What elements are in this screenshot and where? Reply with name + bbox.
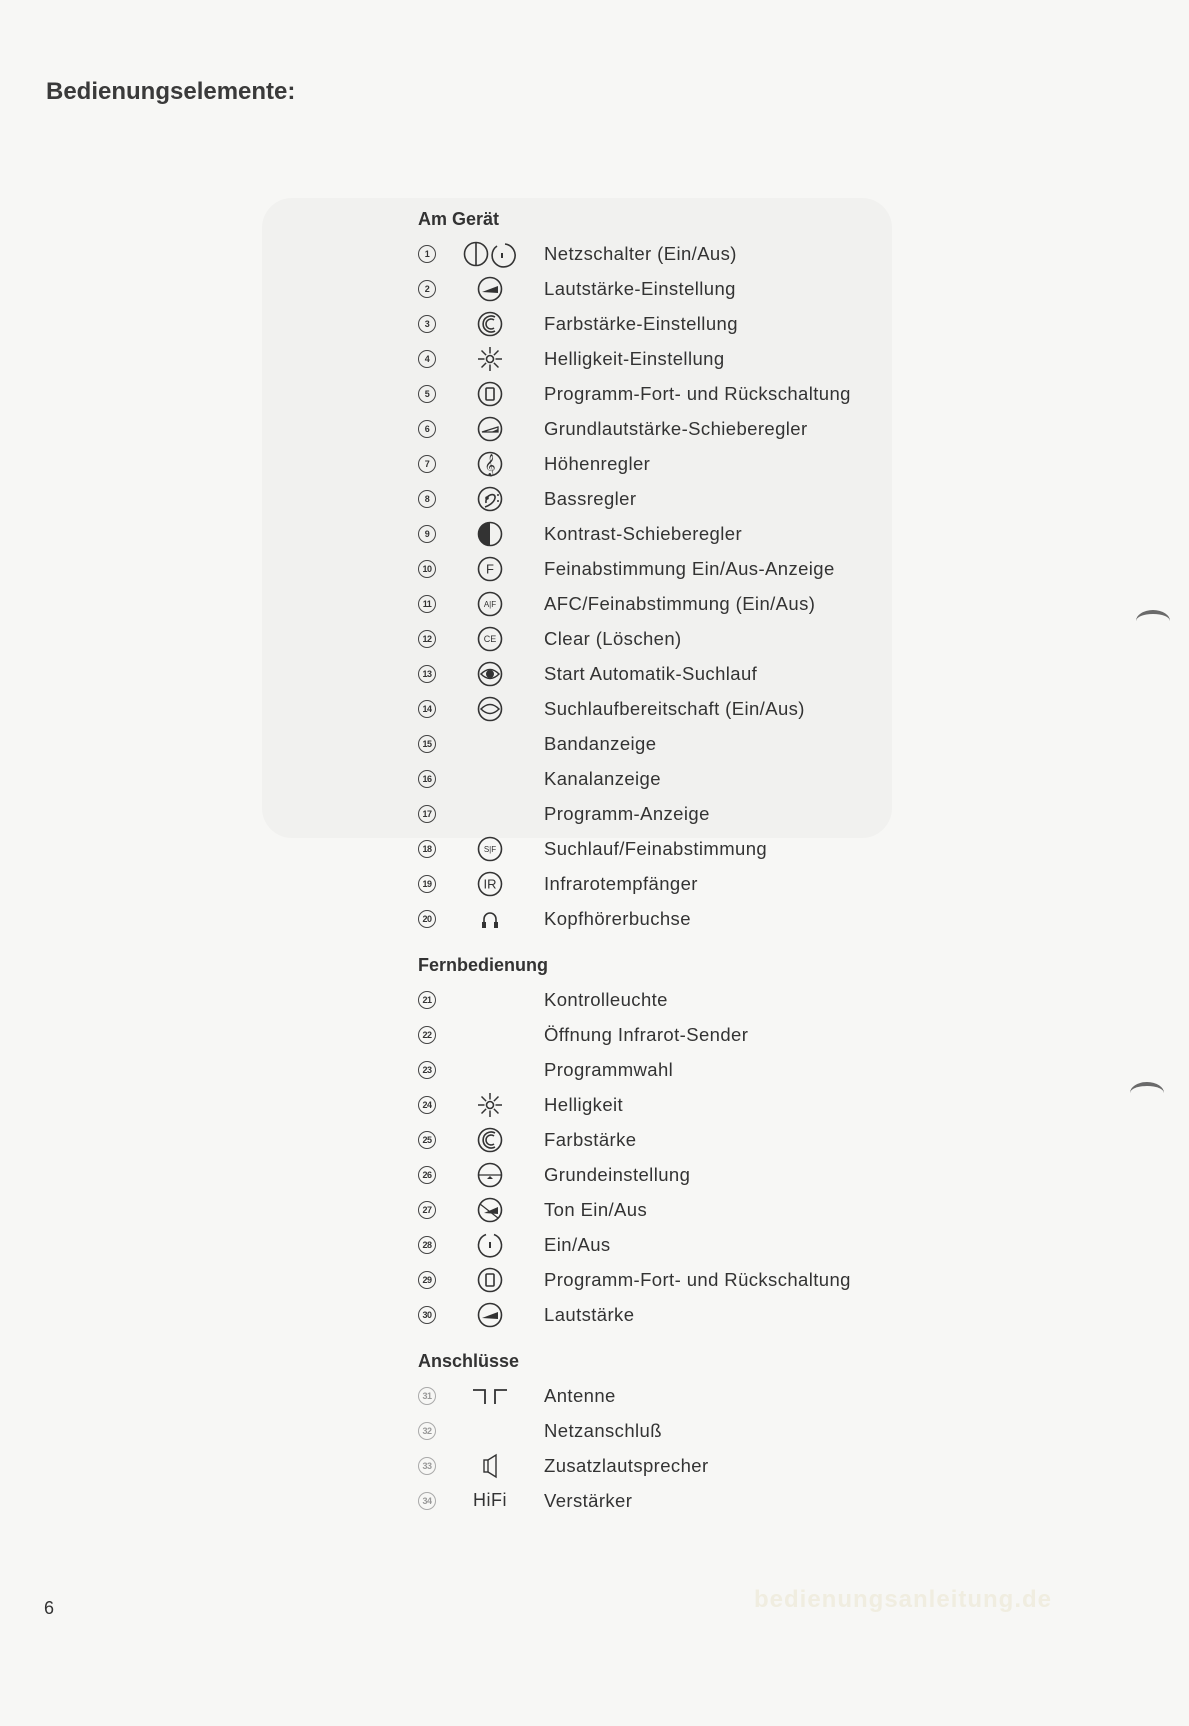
item-label: Verstärker: [544, 1489, 633, 1511]
item-label: Lautstärke-Einstellung: [544, 277, 736, 299]
list-item: [418, 866, 938, 901]
list-item: [418, 1227, 938, 1262]
item-label: Bassregler: [544, 487, 637, 509]
item-label: Programm-Anzeige: [544, 802, 710, 824]
item-number: 2: [418, 280, 436, 298]
program-icon: [436, 1265, 544, 1295]
base-volume-icon: [436, 414, 544, 444]
list-item: [418, 481, 938, 516]
headphone-icon: [436, 904, 544, 934]
list-item: [418, 1157, 938, 1192]
section-title: Anschlüsse: [418, 1351, 520, 1371]
clear-icon: [436, 624, 544, 654]
item-number: 5: [418, 385, 436, 403]
watermark: bedienungsanleitung.de: [754, 1586, 1053, 1613]
list-item: [418, 656, 938, 691]
item-label: Start Automatik-Suchlauf: [544, 662, 758, 684]
no-icon: [436, 1416, 544, 1446]
section-title: Fernbedienung: [418, 955, 548, 975]
item-label: Grundlautstärke-Schieberegler: [544, 417, 808, 439]
item-number: 10: [418, 560, 436, 578]
item-number: 4: [418, 350, 436, 368]
search-fine-icon: [436, 834, 544, 864]
item-number: 3: [418, 315, 436, 333]
item-number: 15: [418, 735, 436, 753]
item-number: 11: [418, 595, 436, 613]
item-label: Antenne: [544, 1384, 616, 1406]
item-number: 16: [418, 770, 436, 788]
item-label: Ton Ein/Aus: [544, 1198, 648, 1220]
list-item: [418, 901, 938, 936]
list-item: [418, 551, 938, 586]
item-label: Suchlaufbereitschaft (Ein/Aus): [544, 697, 805, 719]
item-number: 30: [418, 1306, 436, 1324]
item-label: Höhenregler: [544, 452, 651, 474]
item-number: 34: [418, 1492, 436, 1510]
item-number: 20: [418, 910, 436, 928]
item-label: Farbstärke-Einstellung: [544, 312, 738, 334]
section: [418, 1346, 938, 1518]
item-number: 14: [418, 700, 436, 718]
item-number: 8: [418, 490, 436, 508]
item-label: Kontrast-Schieberegler: [544, 522, 743, 544]
bass-clef-icon: [436, 484, 544, 514]
search-start-icon: [436, 659, 544, 689]
no-icon: [436, 985, 544, 1015]
list-item: [418, 982, 938, 1017]
color-icon: [436, 309, 544, 339]
list-item: [418, 796, 938, 831]
list-item: [418, 376, 938, 411]
svg-text:𝄞: 𝄞: [484, 453, 496, 476]
list-item: [418, 586, 938, 621]
item-number: 28: [418, 1236, 436, 1254]
list-item: [418, 761, 938, 796]
item-label: Programm-Fort- und Rückschaltung: [544, 1268, 851, 1290]
item-label: Netzschalter (Ein/Aus): [544, 242, 737, 264]
item-label: Netzanschluß: [544, 1419, 662, 1441]
item-number: 19: [418, 875, 436, 893]
list-item: [418, 726, 938, 761]
list-item: [418, 306, 938, 341]
mute-icon: [436, 1195, 544, 1225]
treble-clef-icon: [436, 449, 544, 479]
item-label: Zusatzlautsprecher: [544, 1454, 709, 1476]
brightness-icon: [436, 1090, 544, 1120]
item-label: AFC/Feinabstimmung (Ein/Aus): [544, 592, 816, 614]
item-number: 6: [418, 420, 436, 438]
svg-text:A|F: A|F: [483, 599, 497, 609]
list-item: [418, 271, 938, 306]
list-item: [418, 831, 938, 866]
infrared-icon: [436, 869, 544, 899]
item-number: 13: [418, 665, 436, 683]
section: [418, 950, 938, 1332]
list-item: [418, 411, 938, 446]
item-label: Kanalanzeige: [544, 767, 661, 789]
item-number: 24: [418, 1096, 436, 1114]
basic-setting-icon: [436, 1160, 544, 1190]
control-list: [418, 204, 938, 1518]
punch-hole-mark: [1130, 1082, 1164, 1104]
volume-icon: [436, 1300, 544, 1330]
list-item: [418, 691, 938, 726]
item-number: 26: [418, 1166, 436, 1184]
item-label: Kontrolleuchte: [544, 988, 668, 1010]
standby-icon: [436, 1230, 544, 1260]
item-number: 22: [418, 1026, 436, 1044]
list-item: [418, 1087, 938, 1122]
list-item: [418, 1017, 938, 1052]
brightness-icon: [436, 344, 544, 374]
section-title: Am Gerät: [418, 209, 500, 229]
svg-text:S|F: S|F: [483, 844, 497, 854]
list-item: [418, 341, 938, 376]
item-number: 21: [418, 991, 436, 1009]
speaker-icon: [436, 1451, 544, 1481]
item-label: Suchlauf/Feinabstimmung: [544, 837, 768, 859]
item-label: Feinabstimmung Ein/Aus-Anzeige: [544, 557, 835, 579]
list-item: [418, 1378, 938, 1413]
no-icon: [436, 764, 544, 794]
item-label: Programm-Fort- und Rückschaltung: [544, 382, 851, 404]
item-number: 31: [418, 1387, 436, 1405]
no-icon: [436, 1055, 544, 1085]
contrast-icon: [436, 519, 544, 549]
hifi-icon: HiFi: [473, 1490, 507, 1510]
section: [418, 204, 938, 936]
list-item: [418, 1122, 938, 1157]
item-label: Kopfhörerbuchse: [544, 907, 691, 929]
list-item: [418, 1297, 938, 1332]
item-label: Infrarotempfänger: [544, 872, 698, 894]
no-icon: [436, 1020, 544, 1050]
list-item: [418, 236, 938, 271]
svg-text:CE: CE: [483, 633, 497, 644]
item-label: Programmwahl: [544, 1058, 674, 1080]
list-item: [418, 1052, 938, 1087]
antenna-icon: [436, 1381, 544, 1411]
item-number: 18: [418, 840, 436, 858]
item-number: 9: [418, 525, 436, 543]
list-item: [418, 1262, 938, 1297]
list-item: [418, 446, 938, 481]
list-item: [418, 621, 938, 656]
volume-icon: [436, 274, 544, 304]
svg-text:F: F: [486, 561, 494, 577]
item-number: 12: [418, 630, 436, 648]
item-label: Bandanzeige: [544, 732, 657, 754]
list-item: [418, 1448, 938, 1483]
item-label: Öffnung Infrarot-Sender: [544, 1023, 749, 1045]
search-ready-icon: [436, 694, 544, 724]
svg-text:IR: IR: [483, 876, 497, 892]
color-icon: [436, 1125, 544, 1155]
item-number: 32: [418, 1422, 436, 1440]
item-label: Helligkeit-Einstellung: [544, 347, 725, 369]
page-number: 6: [44, 1598, 55, 1618]
fine-tune-icon: [436, 554, 544, 584]
item-label: Grundeinstellung: [544, 1163, 691, 1185]
item-number: 1: [418, 245, 436, 263]
item-number: 27: [418, 1201, 436, 1219]
program-icon: [436, 379, 544, 409]
item-number: 23: [418, 1061, 436, 1079]
item-label: Clear (Löschen): [544, 627, 682, 649]
item-label: Farbstärke: [544, 1128, 637, 1150]
item-number: 17: [418, 805, 436, 823]
item-number: 33: [418, 1457, 436, 1475]
page-title: Bedienungselemente:: [46, 78, 296, 105]
punch-hole-mark: [1136, 610, 1170, 632]
list-item: [418, 1483, 938, 1518]
afc-icon: [436, 589, 544, 619]
list-item: [418, 1192, 938, 1227]
item-label: Ein/Aus: [544, 1233, 611, 1255]
list-item: [418, 516, 938, 551]
no-icon: [436, 729, 544, 759]
item-label: Helligkeit: [544, 1093, 624, 1115]
power-switch-icon: [436, 239, 544, 269]
no-icon: [436, 799, 544, 829]
item-number: 29: [418, 1271, 436, 1289]
item-number: 25: [418, 1131, 436, 1149]
item-label: Lautstärke: [544, 1303, 635, 1325]
list-item: [418, 1413, 938, 1448]
item-number: 7: [418, 455, 436, 473]
